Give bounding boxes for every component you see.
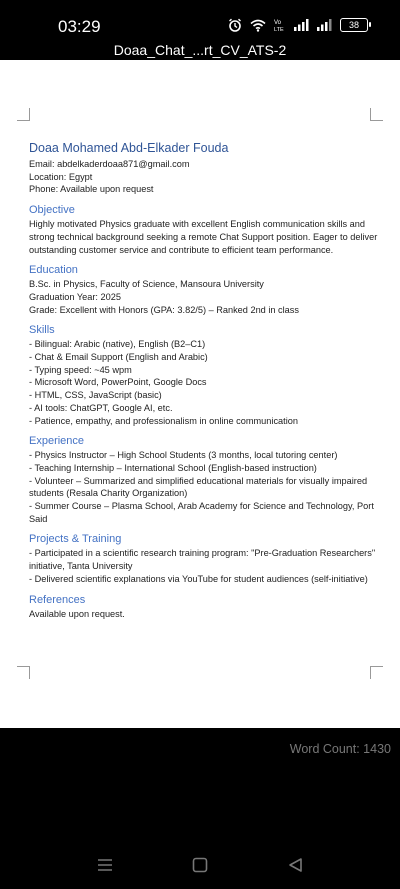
wifi-icon [250, 19, 266, 32]
projects-item: - Delivered scientific explanations via YouTube for student audiences (self-initiative) [29, 573, 368, 584]
section-heading-references: References [29, 593, 86, 606]
education-line: Graduation Year: 2025 [29, 291, 121, 302]
navigation-bar [0, 845, 400, 885]
experience-item: - Physics Instructor – High School Students (3 months, local tutoring center) [29, 450, 338, 461]
svg-text:LTE: LTE [274, 27, 284, 32]
experience-item: - Volunteer – Summarized and simplified educational materials for visually impaired students (Resala Charity Organization) [29, 475, 368, 499]
document-title: Doaa_Chat_...rt_CV_ATS-2 [0, 40, 400, 60]
projects-item: - Participated in a scientific research training program: "Pre-Graduation Researchers" initiative, Tanta University [29, 548, 376, 572]
experience-item: - Summer Course – Plasma School, Arab Academy for Science and Technology, Port Said [29, 501, 374, 524]
skills-item: - Patience, empathy, and professionalism in online communication [29, 415, 298, 426]
signal-icon-2 [317, 19, 332, 31]
page-corner-marker [17, 108, 30, 121]
contact-location: Location: Egypt [29, 171, 93, 182]
battery-icon [340, 18, 368, 32]
skills-item: - Typing speed: ~45 wpm [29, 364, 132, 375]
page-corner-marker [370, 666, 383, 679]
skills-item: - HTML, CSS, JavaScript (basic) [29, 390, 162, 401]
status-icons [228, 17, 368, 33]
document-body [29, 140, 381, 620]
section-heading-experience: Experience [29, 435, 85, 448]
alarm-icon [228, 18, 242, 32]
section-heading-education: Education [29, 264, 78, 277]
status-time: 03:29 [58, 17, 101, 36]
status-bar [0, 0, 400, 40]
contact-email: Email: abdelkaderdoaa871@gmail.com [29, 159, 190, 169]
experience-item: - Teaching Internship – International School (English-based instruction) [29, 462, 317, 473]
back-icon[interactable] [287, 857, 305, 873]
education-line: B.Sc. in Physics, Faculty of Science, Mansoura University [29, 279, 264, 290]
page-corner-marker [17, 666, 30, 679]
document-page[interactable] [0, 60, 400, 728]
skills-item: - Microsoft Word, PowerPoint, Google Docs [29, 377, 207, 388]
education-line: Grade: Excellent with Honors (GPA: 3.82/5) – Ranked 2nd in class [29, 304, 299, 315]
signal-icon [294, 19, 309, 31]
skills-item: - Bilingual: Arabic (native), English (B2–C1) [29, 339, 206, 350]
word-count: Word Count: 1430 [289, 742, 391, 756]
menu-icon[interactable] [96, 857, 114, 873]
skills-item: - AI tools: ChatGPT, Google AI, etc. [29, 402, 173, 413]
section-heading-skills: Skills [29, 324, 55, 337]
svg-text:Vo: Vo [274, 20, 282, 26]
battery-level: 38 [348, 20, 359, 30]
volte-icon [274, 18, 286, 32]
page-corner-marker [370, 108, 383, 121]
section-heading-objective: Objective [29, 204, 75, 217]
home-icon[interactable] [191, 857, 209, 873]
objective-text: Highly motivated Physics graduate with excellent English communication skills and strong technical background seeking a remote Chat Support position. Eager to deliver outstanding customer service and contribute to efficient team performance. [29, 219, 378, 255]
skills-item: - Chat & Email Support (English and Arabic) [29, 352, 208, 363]
references-text: Available upon request. [29, 608, 125, 619]
resume-name: Doaa Mohamed Abd-Elkader Fouda [29, 141, 229, 155]
contact-phone: Phone: Available upon request [29, 184, 154, 195]
section-heading-projects: Projects & Training [29, 533, 122, 546]
